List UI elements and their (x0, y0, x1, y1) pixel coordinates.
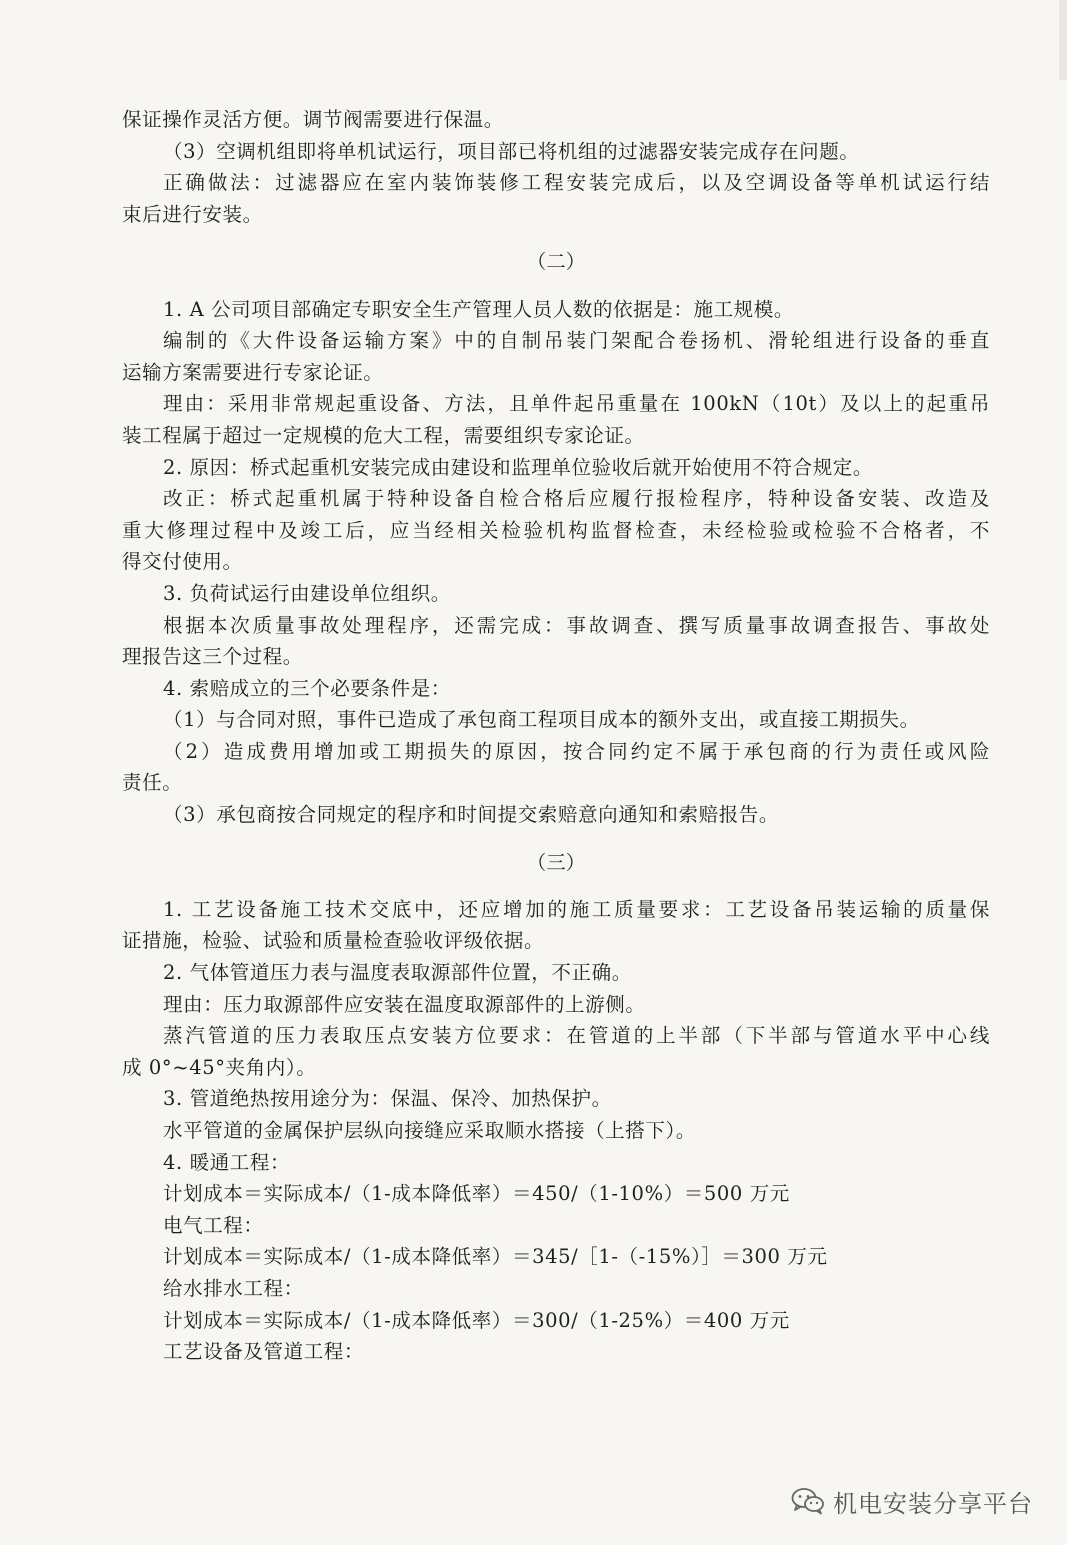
text-line: 1. 工艺设备施工技术交底中，还应增加的施工质量要求：工艺设备吊装运输的质量保 (163, 897, 990, 921)
text-line: 理由：压力取源部件应安装在温度取源部件的上游侧。 (163, 992, 646, 1016)
text-line: 2. 原因：桥式起重机安装完成由建设和监理单位验收后就开始使用不符合规定。 (163, 455, 874, 479)
watermark (791, 1481, 1033, 1521)
text-line: 成 0°~45°夹角内）。 (122, 1055, 317, 1079)
wechat-icon (791, 1487, 825, 1515)
document-body (122, 104, 990, 1368)
text-line: （3）承包商按合同规定的程序和时间提交索赔意向通知和索赔报告。 (163, 803, 780, 827)
text-line: 理由：采用非常规起重设备、方法，且单件起吊重量在 100kN（10t）及以上的起重吊 (163, 392, 990, 416)
text-line: 重大修理过程中及竣工后，应当经相关检验机构监督检查，未经检验或检验不合格者，不 (122, 518, 990, 542)
text-line: 3. 管道绝热按用途分为：保温、保冷、加热保护。 (163, 1087, 612, 1111)
text-line: （1）与合同对照，事件已造成了承包商工程项目成本的额外支出，或直接工期损失。 (163, 708, 920, 732)
text-line: 根据本次质量事故处理程序，还需完成：事故调查、撰写质量事故调查报告、事故处 (163, 613, 990, 637)
text-line: 4. 暖通工程： (163, 1150, 291, 1174)
text-line: 计划成本＝实际成本/（1-成本降低率）＝300/（1-25%）＝400 万元 (163, 1308, 790, 1332)
section-title: （三） (526, 850, 586, 874)
text-line: 1. A 公司项目部确定专职安全生产管理人员人数的依据是：施工规模。 (163, 297, 794, 321)
text-line: （2）造成费用增加或工期损失的原因，按合同约定不属于承包商的行为责任或风险 (163, 739, 990, 763)
text-line: 2. 气体管道压力表与温度表取源部件位置，不正确。 (163, 961, 632, 985)
text-line: 理报告这三个过程。 (122, 645, 303, 669)
text-line: 计划成本＝实际成本/（1-成本降低率）＝345/［1-（-15%）］＝300 万元 (163, 1245, 828, 1269)
text-line: 4. 索赔成立的三个必要条件是： (163, 676, 451, 700)
text-line: 电气工程： (163, 1213, 264, 1237)
text-line: 工艺设备及管道工程： (163, 1340, 365, 1364)
text-line: 水平管道的金属保护层纵向接缝应采取顺水搭接（上搭下）。 (163, 1119, 696, 1142)
text-line: 给水排水工程： (163, 1276, 304, 1300)
text-line: 责任。 (122, 771, 183, 795)
text-line: 束后进行安装。 (122, 202, 263, 226)
scan-edge-shadow (1059, 0, 1067, 80)
text-line: （3）空调机组即将单机试运行，项目部已将机组的过滤器安装完成存在问题。 (163, 139, 860, 163)
text-line: 运输方案需要进行专家论证。 (122, 360, 384, 384)
text-line: 得交付使用。 (122, 550, 243, 574)
text-line: 编制的《大件设备运输方案》中的自制吊装门架配合卷扬机、滑轮组进行设备的垂直 (163, 329, 990, 353)
text-line: 正确做法：过滤器应在室内装饰装修工程安装完成后，以及空调设备等单机试运行结 (163, 171, 990, 195)
text-line: 证措施，检验、试验和质量检查验收评级依据。 (122, 929, 545, 953)
text-line: 3. 负荷试运行由建设单位组织。 (163, 581, 451, 605)
watermark-text: 机电安装分享平台 (833, 1489, 1033, 1518)
text-line: 计划成本＝实际成本/（1-成本降低率）＝450/（1-10%）＝500 万元 (163, 1182, 790, 1206)
text-line: 改正：桥式起重机属于特种设备自检合格后应履行报检程序，特种设备安装、改造及 (163, 487, 990, 511)
text-line: 装工程属于超过一定规模的危大工程，需要组织专家论证。 (122, 423, 645, 447)
text-line: 蒸汽管道的压力表取压点安装方位要求：在管道的上半部（下半部与管道水平中心线 (163, 1024, 990, 1048)
section-title: （二） (526, 250, 586, 274)
text-line: 保证操作灵活方便。调节阀需要进行保温。 (122, 108, 504, 131)
